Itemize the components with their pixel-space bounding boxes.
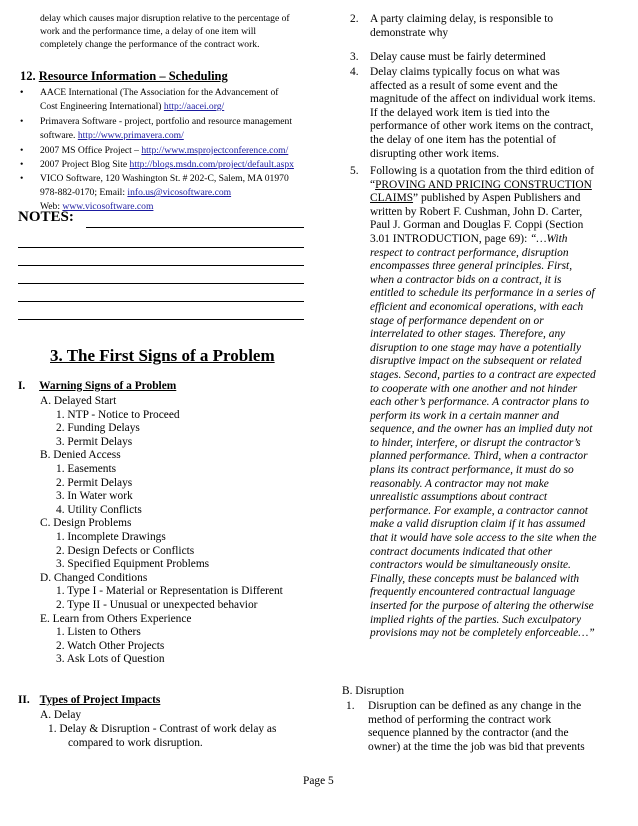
right-item-4 xyxy=(350,66,596,160)
list-item: 2. Funding Delays xyxy=(56,422,140,435)
item-text: “ xyxy=(370,178,376,191)
bullet-dot: • xyxy=(20,87,24,98)
item-number: 2. xyxy=(350,13,359,25)
section-title: 3. The First Signs of a Problem xyxy=(50,346,275,365)
quote-line: planned performance. Third, when a contractor xyxy=(370,450,588,463)
quote-line: encompasses three general principles. First, xyxy=(370,260,573,273)
item-text: performance of other work items on the contract, xyxy=(370,120,594,133)
group-label: B. Denied Access xyxy=(40,449,121,462)
warning-signs-list xyxy=(40,395,283,667)
resource-link-aace[interactable]: http://aacei.org/ xyxy=(163,101,225,112)
quote-line: stage of performance dependent on or xyxy=(370,314,544,327)
list-item: 1. Incomplete Drawings xyxy=(56,530,166,543)
bullet-dot: • xyxy=(20,173,24,184)
notes-rule xyxy=(18,265,304,266)
bullet-dot: • xyxy=(20,145,24,156)
part2-item-line-1: 1. Delay & Disruption - Contrast of work delay as xyxy=(48,723,277,735)
group-label: C. Design Problems xyxy=(40,517,132,530)
list-item: 2. Type II - Unusual or unexpected behavior xyxy=(56,598,258,611)
item-text: magnitude of the affect on individual work items. xyxy=(370,93,596,106)
part2-item-line-2: compared to work disruption. xyxy=(68,737,203,749)
list-item: 3. Ask Lots of Question xyxy=(56,653,165,666)
quote-line: disruption to one stage may have a potentially xyxy=(370,341,582,354)
quote-line: disruptive impact on the subsequent or related xyxy=(370,355,582,368)
item-number: 5. xyxy=(350,165,359,177)
group-label: A. Delayed Start xyxy=(40,395,117,407)
item-text: Disruption can be defined as any change in the xyxy=(368,700,582,712)
item-text: demonstrate why xyxy=(370,26,449,39)
quote-line: each other’s performance. A contractor plans to xyxy=(370,396,590,409)
list-item: 2. Design Defects or Conflicts xyxy=(56,544,195,557)
item-text: the delay of one item has the potential of xyxy=(370,133,556,146)
list-item: 3. Permit Delays xyxy=(56,435,133,448)
item-text: Delay claims typically focus on what was xyxy=(370,66,560,78)
resource-text: 2007 MS Office Project – xyxy=(40,145,142,156)
page-number: Page 5 xyxy=(303,775,334,787)
intro-line-2: work and the performance time, a delay of one item will xyxy=(40,26,257,37)
list-item: 4. Utility Conflicts xyxy=(56,503,142,516)
notes-rule xyxy=(18,319,304,320)
quote-line: inserted for the purpose of altering the otherwise xyxy=(370,600,594,612)
intro-line-3: completely change the performance of the contract work. xyxy=(40,39,260,50)
quote-line: stages. Second, parties to a contract are expected xyxy=(370,368,596,381)
quote-line: to hinder, interfere, or disrupt the contractor’s xyxy=(370,436,581,449)
disruption-item-1 xyxy=(346,700,585,753)
resource-text: 978-882-0170; Email: xyxy=(40,187,128,198)
book-title: PROVING AND PRICING CONSTRUCTION xyxy=(375,178,592,191)
part2-delay: A. Delay xyxy=(40,709,82,721)
resource-item-vico xyxy=(40,172,289,214)
part1-heading xyxy=(18,380,176,394)
part1-title: Warning Signs of a Problem xyxy=(39,380,177,392)
resource-text: 2007 Project Blog Site xyxy=(40,159,130,170)
notes-rule xyxy=(18,283,304,284)
part2-title: Types of Project Impacts xyxy=(39,694,161,706)
quote-line: make a valid disruption claim if it has assumed xyxy=(370,518,586,531)
item-text: A party claiming delay, is responsible to xyxy=(370,13,554,25)
part2-heading xyxy=(18,694,160,708)
resource-text: Primavera Software - project, portfolio and resource management xyxy=(40,116,293,127)
item-text: affected as a result of some event and the xyxy=(370,79,558,92)
resource-text: AACE International (The Association for the Advancement of xyxy=(40,87,279,98)
item-number: 4. xyxy=(350,66,359,78)
quote-line: perform its work in a certain manner and xyxy=(370,409,559,422)
resource-link-vico-web[interactable]: www.vicosoftware.com xyxy=(62,201,154,212)
quote-line: entitled to schedule its performance in a series of xyxy=(370,287,595,300)
resource-text: Web: xyxy=(40,201,63,212)
quote-line: sequence, and the owner has an implied duty not xyxy=(370,423,593,436)
item-text: written by Robert F. Cushman, John D. Carter, xyxy=(370,205,583,218)
item-text: owner) at the time the job was bid that prevents xyxy=(368,740,585,753)
quote-line: unrealistic assumptions about contract xyxy=(370,491,548,504)
item-number: 1. xyxy=(346,700,355,712)
list-item: 2. Permit Delays xyxy=(56,476,133,489)
quote-line: efficient and economical operations, with each xyxy=(370,300,584,313)
quote-line: provisions may not be completely enforceable…” xyxy=(370,627,595,640)
list-item: 1. Listen to Others xyxy=(56,626,141,639)
quote-text: “…With xyxy=(530,232,568,245)
item-text: sequence planned by the contractor (and the xyxy=(368,727,569,740)
quote-line: plans its contract performance, it must do so xyxy=(370,464,574,477)
quote-line: frequently encountered contractual language xyxy=(370,586,576,599)
quote-line: contractors would be simultaneously onsite. xyxy=(370,559,571,572)
quote-line: contract documents indicated that other xyxy=(370,545,553,558)
item-text: method of performing the contract work xyxy=(368,713,552,726)
resource-item-aace xyxy=(40,86,278,114)
list-item: 1. Easements xyxy=(56,462,117,475)
list-item: 3. Specified Equipment Problems xyxy=(56,558,210,571)
resource-link-vico-email[interactable]: info.us@vicosoftware.com xyxy=(127,187,232,198)
group-label: D. Changed Conditions xyxy=(40,571,148,584)
item-text: Delay cause must be fairly determined xyxy=(370,51,546,63)
resources-heading-number: 12. xyxy=(20,69,36,83)
quote-line: interrelated to other stages. Therefore, any xyxy=(370,328,566,341)
notes-label: NOTES: xyxy=(18,209,74,225)
right-item-5 xyxy=(350,165,597,640)
resource-link-msproject[interactable]: http://www.msprojectconference.com/ xyxy=(141,145,289,156)
resource-link-blog[interactable]: http://blogs.msdn.com/project/default.aspx xyxy=(129,159,294,170)
right-item-2 xyxy=(350,13,554,39)
quote-line: that it would have sole access to the site when the xyxy=(370,532,597,545)
group-label: E. Learn from Others Experience xyxy=(40,612,192,625)
item-text: Paul J. Gorman and Douglas F. Coppi (Section xyxy=(370,219,584,232)
resource-text: VICO Software, 120 Washington St. # 202-C, Salem, MA 01970 xyxy=(40,173,289,184)
item-text: ” published by Aspen Publishers and xyxy=(413,192,581,205)
quote-line: Finally, these concepts must be balanced with xyxy=(370,572,580,585)
quote-line: reasonably. A contractor may not make xyxy=(370,477,549,490)
part2-number: II. xyxy=(18,694,30,706)
list-item: 2. Watch Other Projects xyxy=(56,639,165,652)
resource-link-primavera[interactable]: http://www.primavera.com/ xyxy=(77,130,184,141)
book-title: CLAIMS xyxy=(370,192,414,205)
resource-item-primavera xyxy=(40,115,292,143)
item-text: 3.01 INTRODUCTION, page 69): xyxy=(370,232,531,245)
resource-text: software. xyxy=(40,130,78,141)
resource-item-msproject xyxy=(40,144,288,158)
list-item: 1. NTP - Notice to Proceed xyxy=(56,408,180,421)
quote-line: implied rights of the parties. Such exculpatory xyxy=(370,613,582,626)
quote-line: performance. For example, a contractor cannot xyxy=(370,504,588,517)
right-item-3 xyxy=(350,51,546,65)
resource-item-blog xyxy=(40,158,294,172)
bullet-dot: • xyxy=(20,116,24,127)
disruption-heading: B. Disruption xyxy=(342,685,405,697)
list-item: 3. In Water work xyxy=(56,490,133,503)
item-text: disrupting other work items. xyxy=(370,147,500,160)
part1-number: I. xyxy=(18,380,26,392)
quote-line: to cooperate with one another and not hinder xyxy=(370,382,578,395)
list-item: 1. Type I - Material or Representation is Different xyxy=(56,585,283,598)
resources-heading-text: Resource Information – Scheduling xyxy=(38,69,228,83)
item-text: Following is a quotation from the third edition of xyxy=(370,165,594,177)
notes-rule xyxy=(18,301,304,302)
resource-text: Cost Engineering International) xyxy=(40,101,164,112)
notes-rule xyxy=(18,247,304,248)
item-text: If the delayed work item is tied into the xyxy=(370,106,550,119)
item-number: 3. xyxy=(350,51,359,63)
quote-line: when a contractor bids on a contract, it is xyxy=(370,273,562,286)
quote-line: respect to contract performance, disruption xyxy=(370,246,569,259)
notes-rule xyxy=(86,227,304,228)
bullet-dot: • xyxy=(20,159,24,170)
resources-heading xyxy=(20,69,228,84)
intro-line-1: delay which causes major disruption relative to the percentage of xyxy=(40,13,290,24)
